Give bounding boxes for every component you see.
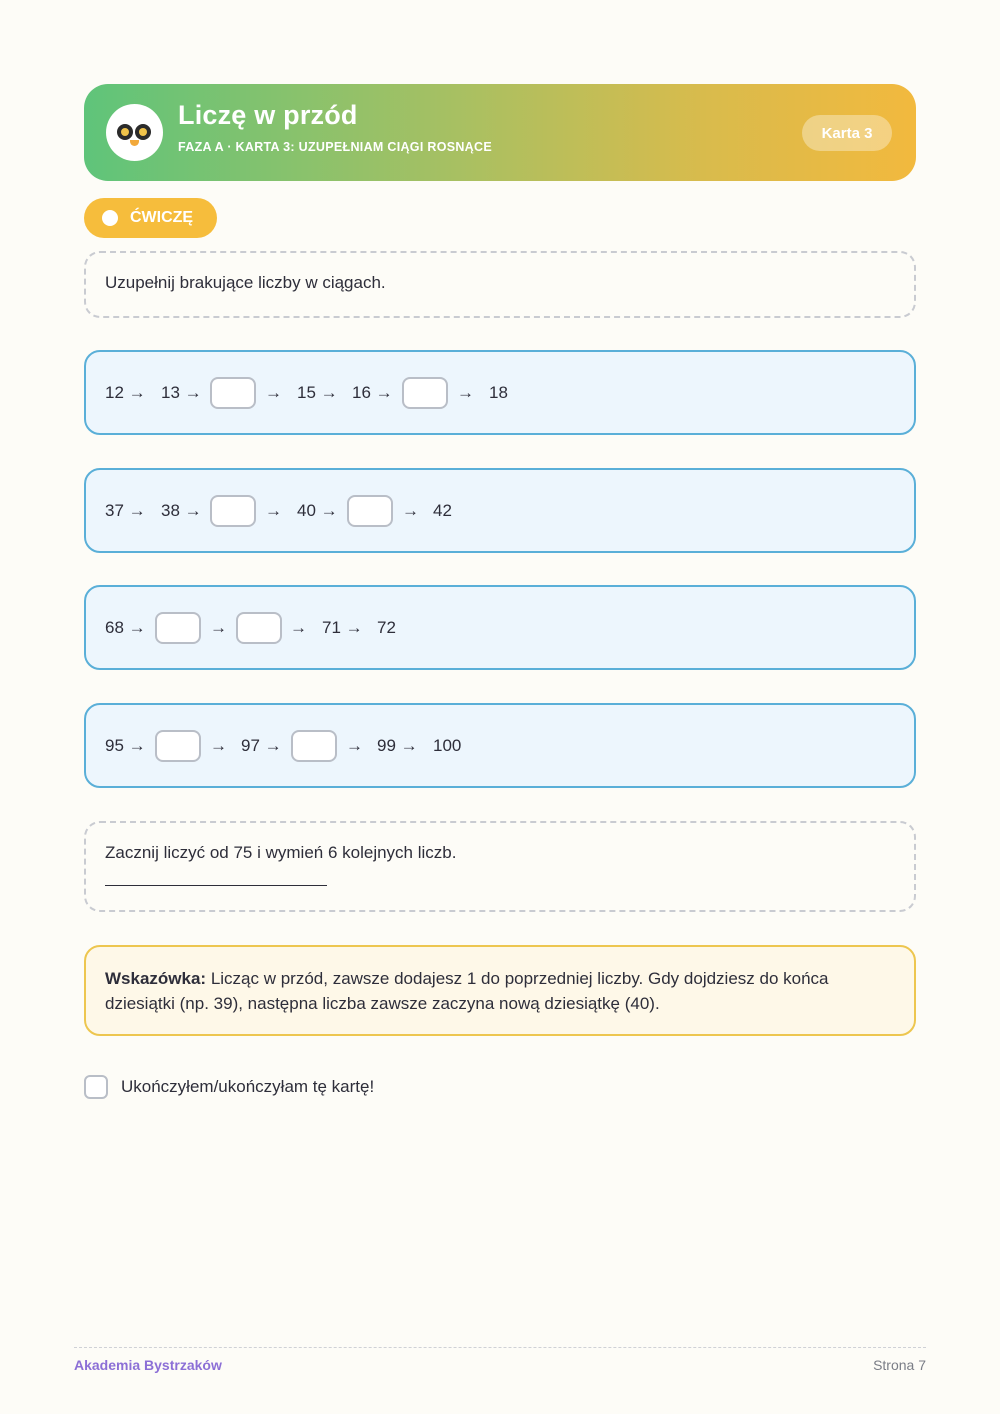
answer-box[interactable] [402,377,448,409]
answer-box[interactable] [210,495,256,527]
open-task-box [84,821,916,912]
sequence-number: 97 → [241,735,282,755]
open-task-text: Zacznij liczyć od 75 i wymień 6 kolejnych liczb. [105,843,457,862]
hint-box [84,945,916,1036]
sequence-number: 15 → [297,382,338,402]
page-number: Strona 7 [873,1357,926,1373]
sequence-row-4 [84,703,916,788]
section-tag [84,198,217,238]
sequence-number: 71 → [322,617,363,637]
hint-label: Wskazówka: [105,969,207,988]
sequence-number: 12 → [105,382,146,402]
answer-box[interactable] [236,612,282,644]
sequence-arrow: → [265,382,282,402]
footer-brand: Akademia Bystrzaków [74,1357,222,1373]
sequence-number: 16 → [352,382,393,402]
card-badge: Karta 3 [802,115,892,151]
sequence-number: 42 [433,500,452,520]
sequence-number: 18 [489,382,508,402]
sequence-number: 95 → [105,735,146,755]
completion-checkbox[interactable] [84,1075,108,1099]
answer-box[interactable] [347,495,393,527]
sequence-arrow: → [457,382,474,402]
dot-icon [102,210,118,226]
page-title: Liczę w przód [178,100,358,130]
footer-divider [74,1347,926,1348]
sequence-row-1 [84,350,916,435]
sequence-arrow: → [265,500,282,520]
sequence-arrow: → [290,617,307,637]
answer-box[interactable] [155,612,201,644]
sequence-number: 37 → [105,500,146,520]
completion-label: Ukończyłem/ukończyłam tę kartę! [121,1077,375,1096]
answer-box[interactable] [155,730,201,762]
sequence-number: 13 → [161,382,202,402]
instruction-box [84,251,916,318]
sequence-row-3 [84,585,916,670]
sequence-number: 38 → [161,500,202,520]
sequence-arrow: → [346,735,363,755]
answer-box[interactable] [291,730,337,762]
sequence-number: 68 → [105,617,146,637]
instruction-text: Uzupełnij brakujące liczby w ciągach. [105,273,386,292]
sequence-row-2 [84,468,916,553]
answer-box[interactable] [210,377,256,409]
sequence-arrow: → [210,735,227,755]
sequence-number: 72 [377,617,396,637]
sequence-arrow: → [402,500,419,520]
owl-mascot-icon [106,104,163,161]
card-header [84,84,916,181]
sequence-number: 100 [433,735,462,755]
answer-line[interactable] [105,885,327,886]
section-tag-label: ĆWICZĘ [130,209,194,226]
sequence-arrow: → [210,617,227,637]
sequence-number: 99 → [377,735,418,755]
hint-text: Licząc w przód, zawsze dodajesz 1 do poprzedniej liczby. Gdy dojdziesz do końca dziesiątki (np. 39), następna liczba zawsze zaczyna nową dziesiątkę (40). [105,969,829,1013]
page-subtitle: FAZA A · KARTA 3: UZUPEŁNIAM CIĄGI ROSNĄCE [178,140,492,154]
sequence-number: 40 → [297,500,338,520]
